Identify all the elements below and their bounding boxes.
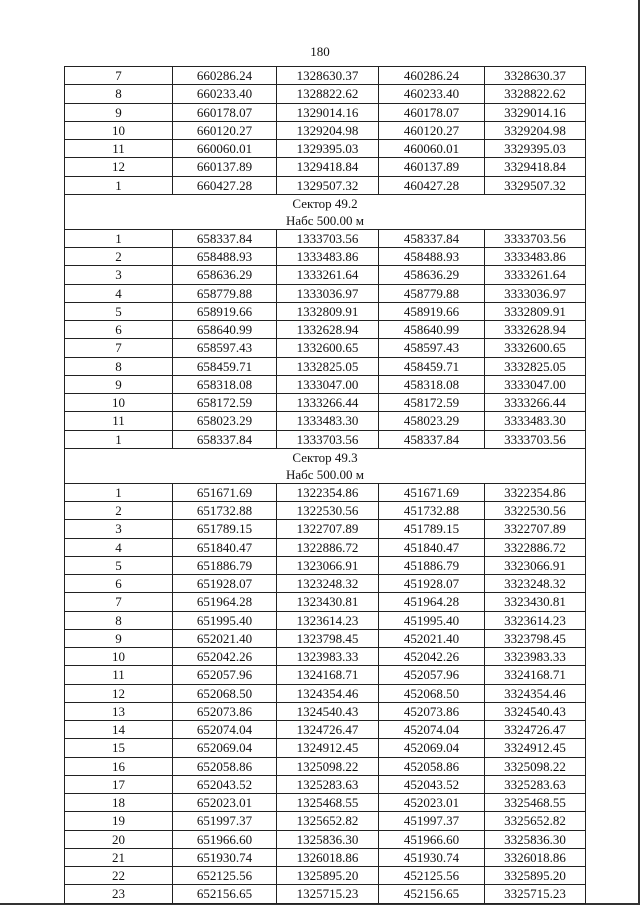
x-coord-cell: 660060.01: [173, 140, 277, 158]
y-coord-cell: 1324726.47: [277, 721, 379, 739]
y-coord-cell: 1333703.56: [277, 430, 379, 448]
y-alt-coord-cell: 3323798.45: [485, 629, 586, 647]
y-coord-cell: 1332628.94: [277, 321, 379, 339]
x-coord-cell: 652073.86: [173, 702, 277, 720]
sector-height: Набс 500.00 м: [285, 466, 365, 482]
table-row: [65, 140, 586, 158]
y-coord-cell: 1333483.30: [277, 412, 379, 430]
x-alt-coord-cell: 460060.01: [379, 140, 485, 158]
x-alt-coord-cell: 452156.65: [379, 885, 485, 903]
y-coord-cell: 1323983.33: [277, 648, 379, 666]
x-alt-coord-cell: 451964.28: [379, 593, 485, 611]
point-number-cell: 2: [65, 248, 173, 266]
x-alt-coord-cell: 458488.93: [379, 248, 485, 266]
y-alt-coord-cell: 3324726.47: [485, 721, 586, 739]
y-alt-coord-cell: 3323248.32: [485, 575, 586, 593]
x-alt-coord-cell: 451930.74: [379, 848, 485, 866]
x-alt-coord-cell: 452068.50: [379, 684, 485, 702]
table-row: [65, 248, 586, 266]
x-alt-coord-cell: 458172.59: [379, 394, 485, 412]
point-number-cell: 7: [65, 67, 173, 85]
table-row: [65, 812, 586, 830]
table-row: [65, 775, 586, 793]
table-row: [65, 593, 586, 611]
y-coord-cell: 1333036.97: [277, 284, 379, 302]
x-alt-coord-cell: 460233.40: [379, 85, 485, 103]
y-coord-cell: 1323066.91: [277, 556, 379, 574]
point-number-cell: 5: [65, 302, 173, 320]
y-coord-cell: 1333483.86: [277, 248, 379, 266]
x-coord-cell: 651966.60: [173, 830, 277, 848]
table-row: [65, 103, 586, 121]
y-coord-cell: 1332825.05: [277, 357, 379, 375]
point-number-cell: 7: [65, 593, 173, 611]
table-row: [65, 158, 586, 176]
x-alt-coord-cell: 458023.29: [379, 412, 485, 430]
y-coord-cell: 1329014.16: [277, 103, 379, 121]
y-alt-coord-cell: 3323066.91: [485, 556, 586, 574]
y-alt-coord-cell: 3324912.45: [485, 739, 586, 757]
y-alt-coord-cell: 3325652.82: [485, 812, 586, 830]
x-coord-cell: 658919.66: [173, 302, 277, 320]
y-coord-cell: 1322707.89: [277, 520, 379, 538]
x-alt-coord-cell: 452023.01: [379, 794, 485, 812]
table-row: [65, 176, 586, 194]
point-number-cell: 1: [65, 483, 173, 501]
table-row: [65, 266, 586, 284]
x-coord-cell: 652043.52: [173, 775, 277, 793]
x-coord-cell: 658636.29: [173, 266, 277, 284]
x-coord-cell: 658318.08: [173, 375, 277, 393]
x-coord-cell: 651928.07: [173, 575, 277, 593]
y-alt-coord-cell: 3329204.98: [485, 121, 586, 139]
point-number-cell: 13: [65, 702, 173, 720]
x-alt-coord-cell: 452069.04: [379, 739, 485, 757]
y-alt-coord-cell: 3325895.20: [485, 867, 586, 885]
sector-header-row: [65, 194, 586, 229]
x-coord-cell: 652021.40: [173, 629, 277, 647]
y-alt-coord-cell: 3333261.64: [485, 266, 586, 284]
point-number-cell: 8: [65, 611, 173, 629]
x-coord-cell: 651997.37: [173, 812, 277, 830]
point-number-cell: 18: [65, 794, 173, 812]
y-coord-cell: 1329507.32: [277, 176, 379, 194]
point-number-cell: 8: [65, 357, 173, 375]
x-coord-cell: 652042.26: [173, 648, 277, 666]
x-coord-cell: 652125.56: [173, 867, 277, 885]
x-alt-coord-cell: 458337.84: [379, 430, 485, 448]
coordinates-table-body: [65, 67, 586, 904]
y-alt-coord-cell: 3323983.33: [485, 648, 586, 666]
x-coord-cell: 652074.04: [173, 721, 277, 739]
table-row: [65, 394, 586, 412]
x-coord-cell: 658597.43: [173, 339, 277, 357]
y-coord-cell: 1325283.63: [277, 775, 379, 793]
point-number-cell: 1: [65, 430, 173, 448]
sector-title: Сектор 49.3: [292, 449, 358, 465]
page-number: 180: [310, 44, 330, 59]
y-alt-coord-cell: 3324540.43: [485, 702, 586, 720]
y-coord-cell: 1322530.56: [277, 502, 379, 520]
y-alt-coord-cell: 3325098.22: [485, 757, 586, 775]
point-number-cell: 15: [65, 739, 173, 757]
y-coord-cell: 1333261.64: [277, 266, 379, 284]
x-coord-cell: 652068.50: [173, 684, 277, 702]
table-row: [65, 85, 586, 103]
x-alt-coord-cell: 458318.08: [379, 375, 485, 393]
y-alt-coord-cell: 3333483.30: [485, 412, 586, 430]
sector-title: Сектор 49.2: [292, 195, 358, 211]
point-number-cell: 14: [65, 721, 173, 739]
table-row: [65, 648, 586, 666]
y-coord-cell: 1333047.00: [277, 375, 379, 393]
y-coord-cell: 1322886.72: [277, 538, 379, 556]
y-alt-coord-cell: 3333703.56: [485, 430, 586, 448]
y-alt-coord-cell: 3326018.86: [485, 848, 586, 866]
x-alt-coord-cell: 451732.88: [379, 502, 485, 520]
y-alt-coord-cell: 3328822.62: [485, 85, 586, 103]
point-number-cell: 4: [65, 284, 173, 302]
y-coord-cell: 1328822.62: [277, 85, 379, 103]
sector-header-cell: [65, 194, 586, 229]
sector-header-cell: [65, 448, 586, 483]
coordinates-table: [64, 66, 586, 904]
x-coord-cell: 660137.89: [173, 158, 277, 176]
table-row: [65, 721, 586, 739]
table-row: [65, 229, 586, 247]
x-alt-coord-cell: 458459.71: [379, 357, 485, 375]
y-coord-cell: 1333266.44: [277, 394, 379, 412]
x-coord-cell: 651732.88: [173, 502, 277, 520]
table-row: [65, 666, 586, 684]
x-alt-coord-cell: 458640.99: [379, 321, 485, 339]
y-coord-cell: 1323248.32: [277, 575, 379, 593]
x-alt-coord-cell: 460286.24: [379, 67, 485, 85]
table-row: [65, 357, 586, 375]
point-number-cell: 11: [65, 140, 173, 158]
x-coord-cell: 651964.28: [173, 593, 277, 611]
table-row: [65, 867, 586, 885]
x-alt-coord-cell: 451840.47: [379, 538, 485, 556]
x-alt-coord-cell: 451995.40: [379, 611, 485, 629]
x-coord-cell: 651886.79: [173, 556, 277, 574]
x-alt-coord-cell: 451997.37: [379, 812, 485, 830]
x-alt-coord-cell: 451966.60: [379, 830, 485, 848]
table-row: [65, 830, 586, 848]
y-alt-coord-cell: 3332628.94: [485, 321, 586, 339]
table-row: [65, 502, 586, 520]
table-row: [65, 885, 586, 903]
point-number-cell: 17: [65, 775, 173, 793]
y-alt-coord-cell: 3322886.72: [485, 538, 586, 556]
x-alt-coord-cell: 460427.28: [379, 176, 485, 194]
table-row: [65, 538, 586, 556]
point-number-cell: 3: [65, 266, 173, 284]
y-alt-coord-cell: 3333266.44: [485, 394, 586, 412]
table-row: [65, 575, 586, 593]
y-alt-coord-cell: 3322354.86: [485, 483, 586, 501]
y-alt-coord-cell: 3324354.46: [485, 684, 586, 702]
x-alt-coord-cell: 452043.52: [379, 775, 485, 793]
x-coord-cell: 651995.40: [173, 611, 277, 629]
x-alt-coord-cell: 458597.43: [379, 339, 485, 357]
y-coord-cell: 1328630.37: [277, 67, 379, 85]
y-alt-coord-cell: 3324168.71: [485, 666, 586, 684]
y-alt-coord-cell: 3325715.23: [485, 885, 586, 903]
x-coord-cell: 651840.47: [173, 538, 277, 556]
y-alt-coord-cell: 3325283.63: [485, 775, 586, 793]
x-coord-cell: 658459.71: [173, 357, 277, 375]
table-row: [65, 794, 586, 812]
x-coord-cell: 652058.86: [173, 757, 277, 775]
table-row: [65, 757, 586, 775]
y-coord-cell: 1332809.91: [277, 302, 379, 320]
y-alt-coord-cell: 3325836.30: [485, 830, 586, 848]
table-row: [65, 556, 586, 574]
point-number-cell: 6: [65, 575, 173, 593]
y-alt-coord-cell: 3329395.03: [485, 140, 586, 158]
x-coord-cell: 652057.96: [173, 666, 277, 684]
x-alt-coord-cell: 451886.79: [379, 556, 485, 574]
y-coord-cell: 1325715.23: [277, 885, 379, 903]
y-alt-coord-cell: 3322707.89: [485, 520, 586, 538]
point-number-cell: 9: [65, 629, 173, 647]
y-coord-cell: 1325836.30: [277, 830, 379, 848]
x-coord-cell: 658488.93: [173, 248, 277, 266]
point-number-cell: 10: [65, 648, 173, 666]
x-coord-cell: 652023.01: [173, 794, 277, 812]
table-row: [65, 684, 586, 702]
point-number-cell: 23: [65, 885, 173, 903]
y-alt-coord-cell: 3323614.23: [485, 611, 586, 629]
table-row: [65, 302, 586, 320]
x-coord-cell: 658172.59: [173, 394, 277, 412]
point-number-cell: 9: [65, 103, 173, 121]
point-number-cell: 19: [65, 812, 173, 830]
x-coord-cell: 658640.99: [173, 321, 277, 339]
x-alt-coord-cell: 458636.29: [379, 266, 485, 284]
y-coord-cell: 1324540.43: [277, 702, 379, 720]
table-row: [65, 629, 586, 647]
x-coord-cell: 652069.04: [173, 739, 277, 757]
y-coord-cell: 1329418.84: [277, 158, 379, 176]
point-number-cell: 9: [65, 375, 173, 393]
point-number-cell: 4: [65, 538, 173, 556]
y-alt-coord-cell: 3332600.65: [485, 339, 586, 357]
y-coord-cell: 1326018.86: [277, 848, 379, 866]
point-number-cell: 12: [65, 158, 173, 176]
y-coord-cell: 1324912.45: [277, 739, 379, 757]
point-number-cell: 5: [65, 556, 173, 574]
y-alt-coord-cell: 3332809.91: [485, 302, 586, 320]
y-coord-cell: 1323798.45: [277, 629, 379, 647]
x-alt-coord-cell: 452021.40: [379, 629, 485, 647]
y-alt-coord-cell: 3333703.56: [485, 229, 586, 247]
x-alt-coord-cell: 451928.07: [379, 575, 485, 593]
table-row: [65, 739, 586, 757]
x-alt-coord-cell: 458919.66: [379, 302, 485, 320]
point-number-cell: 12: [65, 684, 173, 702]
y-alt-coord-cell: 3329418.84: [485, 158, 586, 176]
table-row: [65, 375, 586, 393]
x-coord-cell: 658779.88: [173, 284, 277, 302]
y-coord-cell: 1323430.81: [277, 593, 379, 611]
y-alt-coord-cell: 3332825.05: [485, 357, 586, 375]
point-number-cell: 11: [65, 412, 173, 430]
x-alt-coord-cell: 460137.89: [379, 158, 485, 176]
point-number-cell: 16: [65, 757, 173, 775]
table-row: [65, 430, 586, 448]
x-alt-coord-cell: 452057.96: [379, 666, 485, 684]
y-coord-cell: 1325895.20: [277, 867, 379, 885]
x-alt-coord-cell: 460120.27: [379, 121, 485, 139]
y-alt-coord-cell: 3333483.86: [485, 248, 586, 266]
y-coord-cell: 1329395.03: [277, 140, 379, 158]
x-alt-coord-cell: 458337.84: [379, 229, 485, 247]
x-coord-cell: 660178.07: [173, 103, 277, 121]
table-row: [65, 520, 586, 538]
table-row: [65, 611, 586, 629]
y-alt-coord-cell: 3329507.32: [485, 176, 586, 194]
x-alt-coord-cell: 451789.15: [379, 520, 485, 538]
x-alt-coord-cell: 452125.56: [379, 867, 485, 885]
x-coord-cell: 660233.40: [173, 85, 277, 103]
x-coord-cell: 651671.69: [173, 483, 277, 501]
sector-header-row: [65, 448, 586, 483]
y-coord-cell: 1332600.65: [277, 339, 379, 357]
point-number-cell: 8: [65, 85, 173, 103]
y-coord-cell: 1322354.86: [277, 483, 379, 501]
point-number-cell: 20: [65, 830, 173, 848]
y-coord-cell: 1324354.46: [277, 684, 379, 702]
y-coord-cell: 1323614.23: [277, 611, 379, 629]
y-alt-coord-cell: 3322530.56: [485, 502, 586, 520]
sector-height: Набс 500.00 м: [285, 212, 365, 228]
point-number-cell: 2: [65, 502, 173, 520]
y-alt-coord-cell: 3328630.37: [485, 67, 586, 85]
y-alt-coord-cell: 3329014.16: [485, 103, 586, 121]
table-row: [65, 339, 586, 357]
x-coord-cell: 651930.74: [173, 848, 277, 866]
y-alt-coord-cell: 3333036.97: [485, 284, 586, 302]
y-coord-cell: 1333703.56: [277, 229, 379, 247]
x-alt-coord-cell: 460178.07: [379, 103, 485, 121]
x-coord-cell: 652156.65: [173, 885, 277, 903]
table-row: [65, 284, 586, 302]
point-number-cell: 1: [65, 229, 173, 247]
y-coord-cell: 1325098.22: [277, 757, 379, 775]
x-alt-coord-cell: 452058.86: [379, 757, 485, 775]
point-number-cell: 11: [65, 666, 173, 684]
point-number-cell: 7: [65, 339, 173, 357]
x-alt-coord-cell: 451671.69: [379, 483, 485, 501]
point-number-cell: 22: [65, 867, 173, 885]
x-alt-coord-cell: 452074.04: [379, 721, 485, 739]
x-coord-cell: 660120.27: [173, 121, 277, 139]
y-alt-coord-cell: 3333047.00: [485, 375, 586, 393]
y-alt-coord-cell: 3323430.81: [485, 593, 586, 611]
point-number-cell: 6: [65, 321, 173, 339]
x-coord-cell: 658023.29: [173, 412, 277, 430]
table-row: [65, 412, 586, 430]
x-coord-cell: 660286.24: [173, 67, 277, 85]
x-coord-cell: 658337.84: [173, 430, 277, 448]
table-row: [65, 483, 586, 501]
point-number-cell: 10: [65, 394, 173, 412]
table-row: [65, 121, 586, 139]
y-coord-cell: 1329204.98: [277, 121, 379, 139]
table-row: [65, 848, 586, 866]
x-alt-coord-cell: 452073.86: [379, 702, 485, 720]
point-number-cell: 21: [65, 848, 173, 866]
point-number-cell: 10: [65, 121, 173, 139]
table-row: [65, 702, 586, 720]
x-alt-coord-cell: 452042.26: [379, 648, 485, 666]
y-coord-cell: 1325468.55: [277, 794, 379, 812]
y-coord-cell: 1324168.71: [277, 666, 379, 684]
y-alt-coord-cell: 3325468.55: [485, 794, 586, 812]
y-coord-cell: 1325652.82: [277, 812, 379, 830]
table-row: [65, 67, 586, 85]
x-coord-cell: 660427.28: [173, 176, 277, 194]
point-number-cell: 3: [65, 520, 173, 538]
point-number-cell: 1: [65, 176, 173, 194]
table-row: [65, 321, 586, 339]
x-coord-cell: 658337.84: [173, 229, 277, 247]
x-coord-cell: 651789.15: [173, 520, 277, 538]
x-alt-coord-cell: 458779.88: [379, 284, 485, 302]
